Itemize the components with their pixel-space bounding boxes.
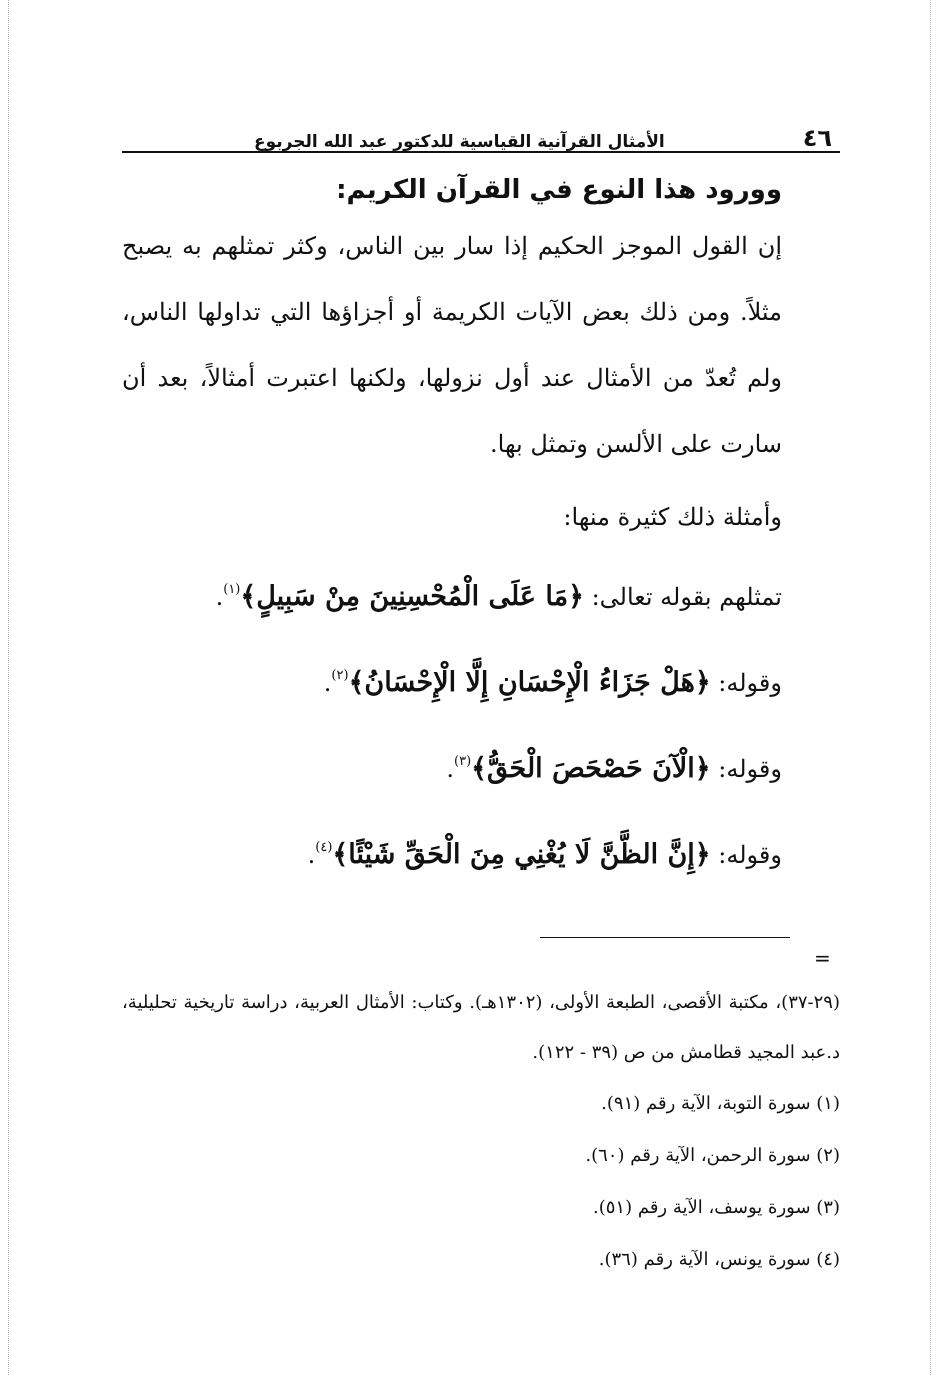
footnote-ref[interactable]: (٣)	[454, 754, 472, 769]
quran-verse: ﴿هَلْ جَزَاءُ الْإِحْسَانِ إِلَّا الْإِحْسَانُ﴾	[348, 667, 711, 698]
example-suffix: .	[215, 583, 224, 611]
footnote-item: (٢) سورة الرحمن، الآية رقم (٦٠).	[585, 1145, 840, 1166]
quran-verse: ﴿إِنَّ الظَّنَّ لَا يُغْنِي مِنَ الْحَقِّ شَيْئًا﴾	[332, 839, 711, 870]
footnote-separator	[540, 937, 790, 938]
footnote-continuation-mark: =	[814, 946, 831, 970]
quran-verse: ﴿مَا عَلَى الْمُحْسِنِينَ مِنْ سَبِيلٍ﴾	[240, 581, 584, 612]
example-prefix: وقوله:	[710, 669, 782, 697]
examples-intro: وأمثلة ذلك كثيرة منها:	[563, 503, 782, 531]
footnotes	[122, 978, 840, 1286]
example-suffix: .	[323, 669, 332, 697]
page-number: ٤٦	[802, 124, 832, 152]
example-line	[122, 719, 782, 805]
body-paragraph: إن القول الموجز الحكيم إذا سار بين الناس، وكثر تمثلهم به يصبح مثلاً. ومن ذلك بعض الآيات الكريمة أو أجزاؤها التي تداولها الناس، ولم تُعدّ من الأمثال عند أول نزولها، ولكنها اعتبرت أمثالاً، بعد أن سارت على الألسن وتمثل بها.	[122, 232, 782, 458]
footnote-ref[interactable]: (٤)	[315, 840, 333, 855]
example-line	[122, 547, 782, 633]
example-suffix: .	[446, 755, 455, 783]
footnote-item: (٤) سورة يونس، الآية رقم (٣٦).	[598, 1249, 840, 1270]
footnote-item: (١) سورة التوبة، الآية رقم (٩١).	[601, 1093, 840, 1114]
footnote-list	[122, 1078, 840, 1286]
main-body	[122, 165, 782, 891]
header-rule	[122, 151, 840, 153]
section-title: وورود هذا النوع في القرآن الكريم:	[336, 175, 782, 205]
quran-verse: ﴿الْآنَ حَصْحَصَ الْحَقُّ﴾	[471, 753, 711, 784]
example-prefix: وقوله:	[710, 755, 782, 783]
example-prefix: وقوله:	[710, 841, 782, 869]
example-prefix: تمثلهم بقوله تعالى:	[583, 583, 782, 611]
footnote-ref[interactable]: (١)	[223, 582, 241, 597]
footnote-item: (٣) سورة يوسف، الآية رقم (٥١).	[593, 1197, 840, 1218]
page-header	[122, 112, 840, 152]
scan-margin-right	[930, 0, 931, 1375]
scan-margin-left	[8, 0, 9, 1375]
running-title: الأمثال القرآنية القياسية للدكتور عبد الله الجربوع	[254, 132, 665, 152]
footnote-ref[interactable]: (٢)	[331, 668, 349, 683]
example-line	[122, 633, 782, 719]
example-suffix: .	[307, 841, 316, 869]
example-line	[122, 805, 782, 891]
footnote-continuation: (٢٩-٣٧)، مكتبة الأقصى، الطبعة الأولى، (١٣٠٢هـ). وكتاب: الأمثال العربية، دراسة تاريخية تحليلية، د.عبد المجيد قطامش من ص (٣٩ - ١٢٢).	[122, 992, 841, 1063]
